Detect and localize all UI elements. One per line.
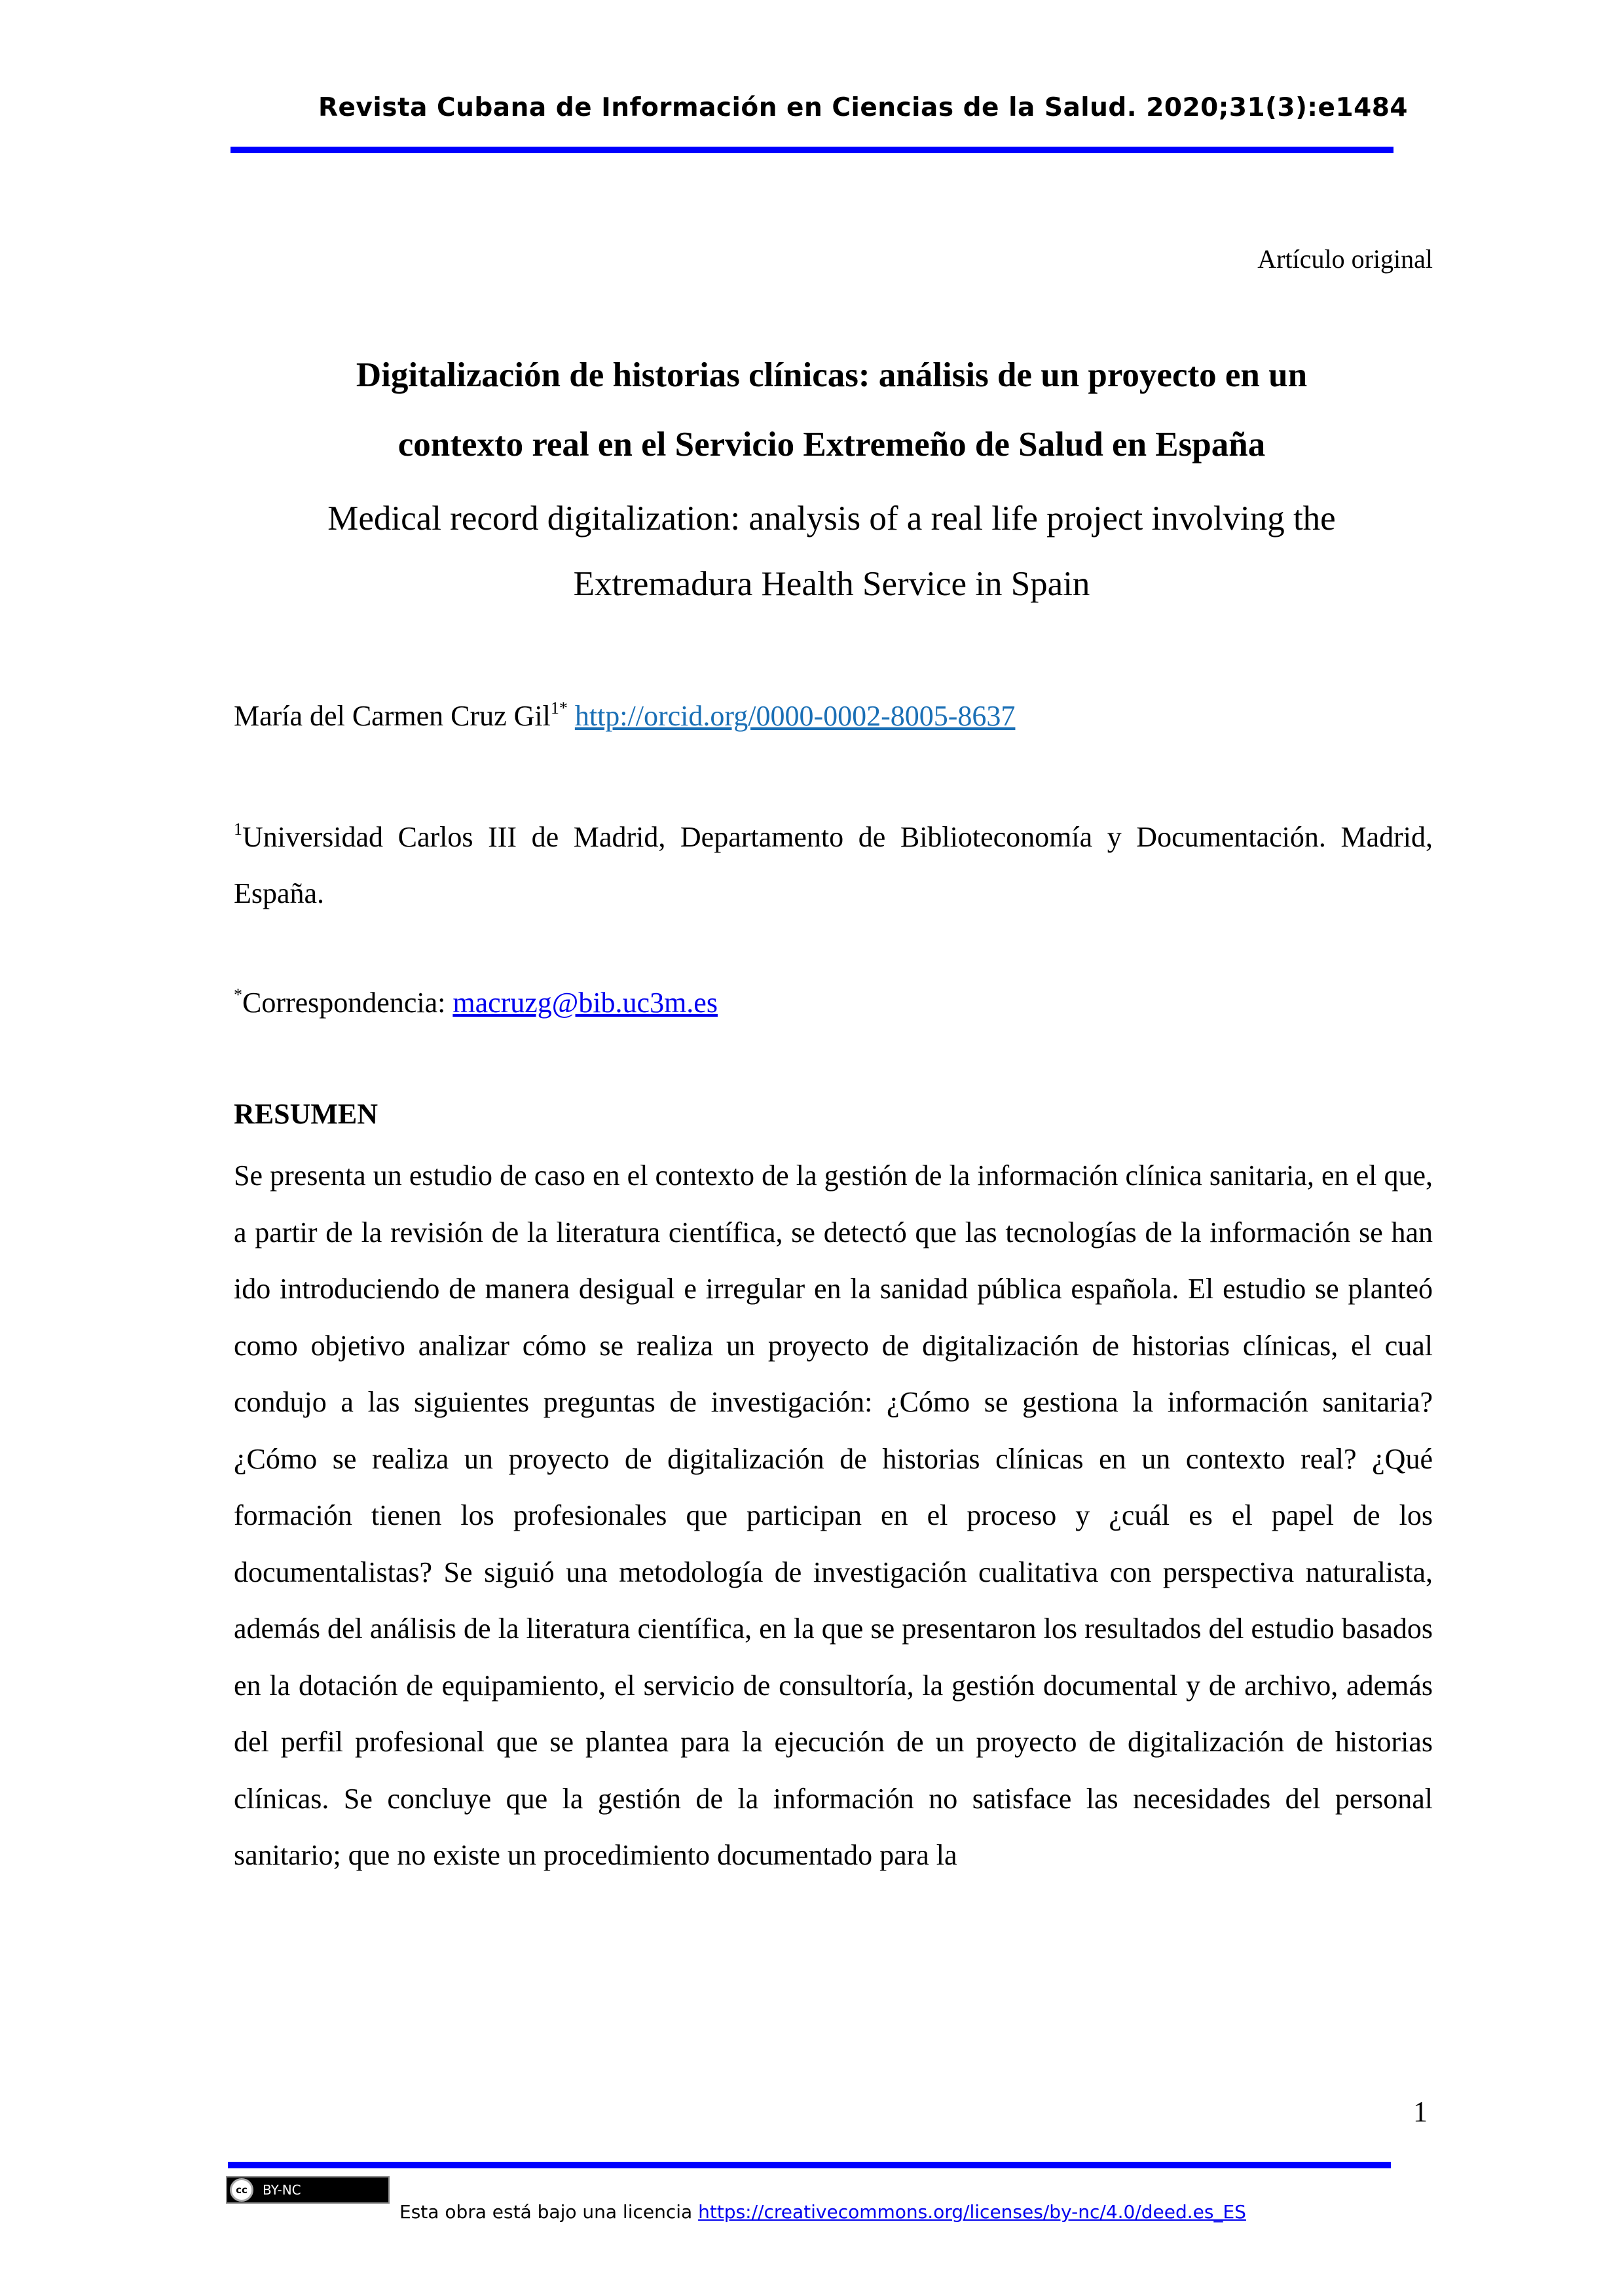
journal-citation-header: Revista Cubana de Información en Ciencias de la Salud. 2020;31(3):e1484 <box>318 93 1408 122</box>
cc-badge-label: BY-NC <box>263 2182 301 2198</box>
title-english-line-2: Extremadura Health Service in Spain <box>573 565 1090 603</box>
affiliation <box>234 809 1433 922</box>
footer-rule <box>228 2162 1391 2168</box>
license-text: Esta obra está bajo una licencia <box>399 2201 699 2223</box>
license-link[interactable]: https://creativecommons.org/licenses/by-nc/4.0/deed.es_ES <box>698 2201 1246 2223</box>
author-name: María del Carmen Cruz Gil <box>234 700 551 732</box>
header-rule <box>231 147 1393 153</box>
license-statement <box>399 2201 1246 2223</box>
page-number: 1 <box>1413 2096 1428 2128</box>
title-english-line-1: Medical record digitalization: analysis of a real life project involving the <box>327 500 1336 538</box>
article-type-label: Artículo original <box>1257 244 1433 274</box>
title-spanish-line-1: Digitalización de historias clínicas: análisis de un proyecto en un <box>356 356 1308 394</box>
correspondence-label: Correspondencia: <box>242 987 453 1019</box>
creative-commons-icon: cc <box>230 2178 253 2202</box>
cc-by-nc-license-badge <box>226 2176 390 2204</box>
title-spanish <box>231 340 1433 479</box>
correspondence-mark: * <box>234 985 242 1004</box>
abstract-body: Se presenta un estudio de caso en el contexto de la gestión de la información clínica sanitaria, en el que, a partir de la revisión de la literatura científica, se detectó que las tecnologías de la información se han ido introduciendo de manera desigual e irregular en la sanidad pública española. El estudio se planteó como objetivo analizar cómo se realiza un proyecto de digitalización de historias clínicas, el cual condujo a las siguientes preguntas de investigación: ¿Cómo se gestiona la información sanitaria? ¿Cómo se realiza un proyecto de digitalización de historias clínicas en un contexto real? ¿Qué formación tienen los profesionales que participan en el proceso y ¿cuál es el papel de los documentalistas? Se siguió una metodología de investigación cualitativa con perspectiva naturalista, además del análisis de la literatura científica, en la que se presentaron los resultados del estudio basados en la dotación de equipamiento, el servicio de consultoría, la gestión documental y de archivo, además del perfil profesional que se plantea para la ejecución de un proyecto de digitalización de historias clínicas. Se concluye que la gestión de la información no satisface las necesidades del personal sanitario; que no existe un procedimiento documentado para la <box>234 1159 1433 1871</box>
correspondence-email-link[interactable]: macruzg@bib.uc3m.es <box>452 987 718 1019</box>
correspondence <box>234 986 718 1019</box>
orcid-link[interactable]: http://orcid.org/0000-0002-8005-8637 <box>574 700 1016 732</box>
abstract-heading: RESUMEN <box>234 1098 378 1130</box>
author-line <box>234 699 1015 733</box>
affiliation-mark: 1 <box>234 820 242 839</box>
author-marks: 1* <box>550 699 568 718</box>
affiliation-text: Universidad Carlos III de Madrid, Departamento de Biblioteconomía y Documentación. Madrid, España. <box>234 821 1433 909</box>
title-english <box>231 486 1433 617</box>
title-spanish-line-2: contexto real en el Servicio Extremeño de Salud en España <box>397 426 1266 464</box>
